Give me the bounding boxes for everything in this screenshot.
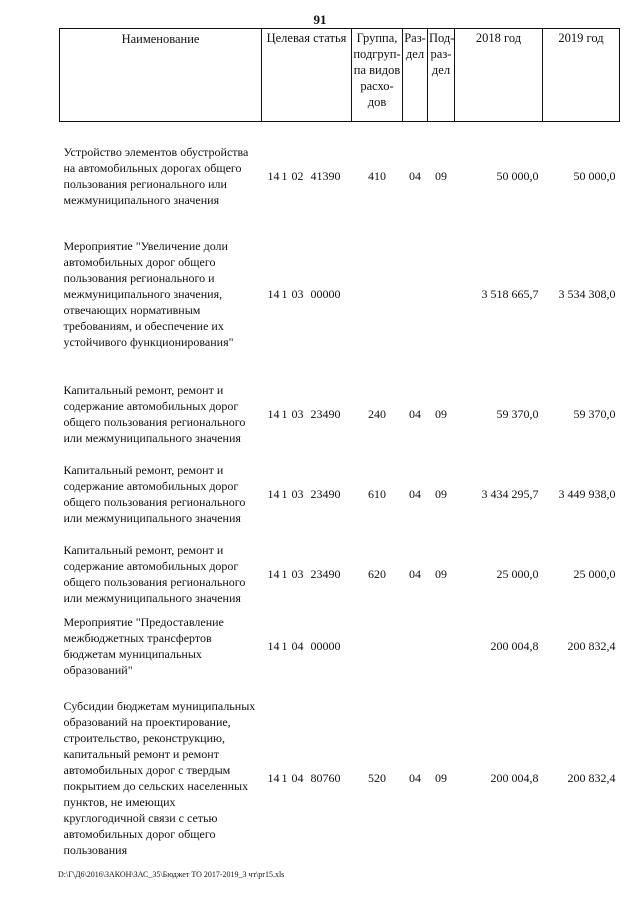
row-section: 04 [409, 567, 421, 581]
row-subsection: 09 [435, 771, 447, 785]
header-target-article: Целевая статья [262, 29, 352, 122]
row-target-article: 14 1 04 00000 [267, 639, 341, 653]
row-group: 410 [368, 169, 386, 183]
table-header-row [60, 29, 620, 122]
row-target-article: 14 1 04 80760 [267, 771, 341, 785]
budget-table [59, 28, 620, 858]
row-subsection: 09 [435, 487, 447, 501]
row-value-2018: 25 000,0 [496, 567, 539, 581]
row-target-article: 14 1 03 23490 [267, 407, 341, 421]
row-section: 04 [409, 407, 421, 421]
row-section [403, 614, 428, 678]
row-section: 04 [409, 771, 421, 785]
row-name: Капитальный ремонт, ремонт и содержание автомобильных дорог общего пользования регионального или межмуниципального значения [63, 463, 246, 525]
row-target-article: 14 1 03 00000 [267, 287, 341, 301]
header-section: Раз-дел [403, 29, 428, 122]
row-group: 240 [368, 407, 386, 421]
row-name: Субсидии бюджетам муниципальных образований на проектирование, строительство, реконструкцию, капитальный ремонт и ремонт автомобильных дорог с твердым покрытием до сельских населенных пунктов, не имеющих круглогодичной связи с сетью автомобильных дорог общего пользования [63, 699, 256, 857]
row-target-article: 14 1 03 23490 [267, 487, 341, 501]
header-group: Группа, подгруп-па видов расхо-дов [352, 29, 403, 122]
header-year-2019: 2019 год [543, 29, 620, 122]
row-value-2019: 59 370,0 [573, 407, 616, 421]
row-value-2018: 3 434 295,7 [481, 487, 539, 501]
row-value-2018: 59 370,0 [496, 407, 539, 421]
row-subsection: 09 [435, 407, 447, 421]
row-value-2018: 50 000,0 [496, 169, 539, 183]
table-row [60, 238, 620, 350]
row-value-2019: 25 000,0 [573, 567, 616, 581]
row-name: Капитальный ремонт, ремонт и содержание автомобильных дорог общего пользования регионального или межмуниципального значения [63, 383, 246, 445]
row-name: Устройство элементов обустройства на автомобильных дорогах общего пользования регионального или межмуниципального значения [63, 145, 249, 207]
row-group [352, 238, 403, 350]
row-value-2019: 50 000,0 [573, 169, 616, 183]
row-value-2018: 200 004,8 [490, 639, 539, 653]
row-section [403, 238, 428, 350]
row-value-2018: 3 518 665,7 [481, 287, 539, 301]
row-name: Мероприятие "Предоставление межбюджетных трансфертов бюджетам муниципальных образований" [63, 615, 224, 677]
row-group: 520 [368, 771, 386, 785]
row-subsection: 09 [435, 169, 447, 183]
row-target-article: 14 1 03 23490 [267, 567, 341, 581]
page-number: 91 [313, 12, 327, 27]
header-year-2018: 2018 год [455, 29, 543, 122]
row-value-2019: 3 449 938,0 [558, 487, 616, 501]
row-target-article: 14 1 02 41390 [267, 169, 341, 183]
row-subsection [428, 238, 455, 350]
table-row [60, 374, 620, 454]
row-group: 610 [368, 487, 386, 501]
header-name: Наименование [60, 29, 262, 122]
row-value-2019: 3 534 308,0 [558, 287, 616, 301]
row-subsection [428, 614, 455, 678]
row-group [352, 614, 403, 678]
table-row [60, 534, 620, 614]
table-row [60, 454, 620, 534]
row-section: 04 [409, 487, 421, 501]
table-row [60, 698, 620, 858]
table-row [60, 136, 620, 216]
file-path-footer: D:\Г\Д6\2016\ЗАКОН\ЗАС_35\Бюджет ТО 2017-2019_3 чт\pr15.xls [58, 870, 285, 879]
header-subsection: Под-раз-дел [428, 29, 455, 122]
row-subsection: 09 [435, 567, 447, 581]
row-name: Капитальный ремонт, ремонт и содержание автомобильных дорог общего пользования регионального или межмуниципального значения [63, 543, 246, 605]
row-name: Мероприятие "Увеличение доли автомобильных дорог общего пользования регионального и межмуниципального значения, отвечающих нормативным требованиям, и обеспечение их устойчивого функционирования" [63, 239, 234, 349]
row-value-2019: 200 832,4 [567, 771, 616, 785]
row-value-2018: 200 004,8 [490, 771, 539, 785]
row-value-2019: 200 832,4 [567, 639, 616, 653]
row-section: 04 [409, 169, 421, 183]
row-group: 620 [368, 567, 386, 581]
table-row [60, 614, 620, 678]
